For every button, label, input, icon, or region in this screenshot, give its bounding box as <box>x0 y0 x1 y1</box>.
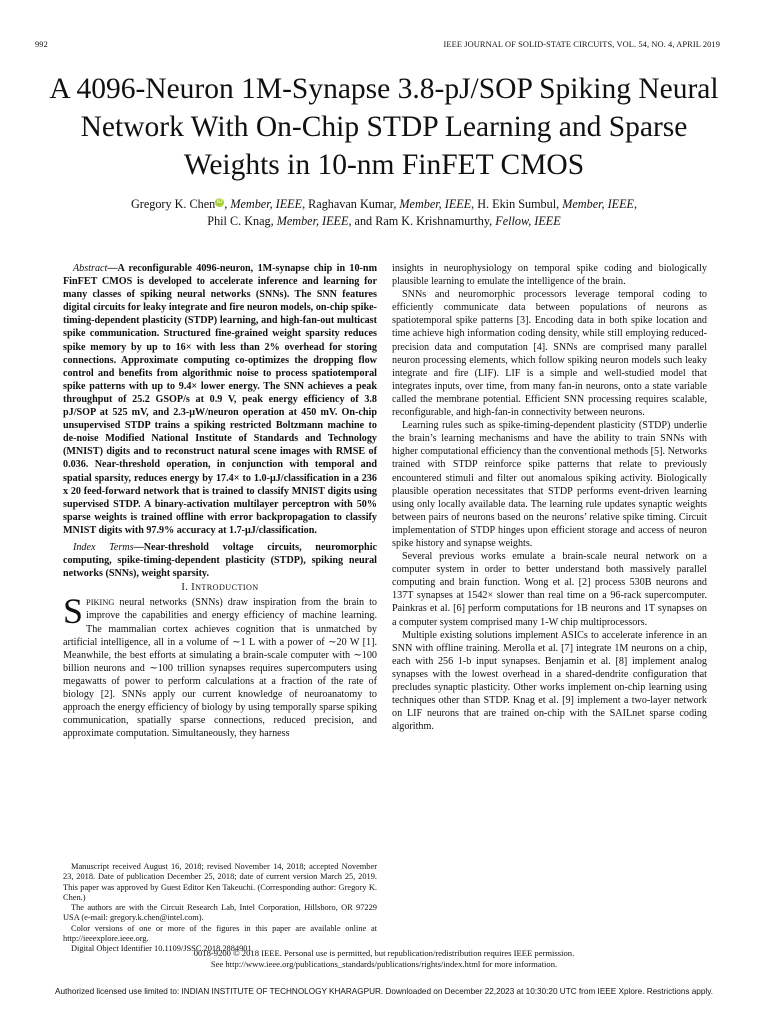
page-number: 992 <box>35 40 48 49</box>
abstract: Abstract—A reconfigurable 4096-neuron, 1M-synapse chip in 10-nm FinFET CMOS is developed to accelerate inference and learning for many classes of spiking neural networks (SNNs). The SNN features digital circuits for leaky integrate and fire neuron models, on-chip spike-timing-dependent plasticity (STDP) learning, and high-fan-out multicast spike communication. Structured fine-grained weight sparsity reduces spike memory by up to 16× with less than 2% overhead for storing connections. Approximate computing co-optimizes the dropping flow control and benefits from algorithmic noise to process spatiotemporal spike patterns with up to 9.4× lower energy. The SNN achieves a peak throughput of 25.2 GSOP/s at 0.9 V, peak energy efficiency of 3.8 pJ/SOP at 525 mV, and 2.3-μW/neuron operation at 450 mV. On-chip unsupervised STDP trains a spiking restricted Boltzmann machine to de-noise Modified National Institute of Standards and Technology (MNIST) digits and to reconstruct natural scene images with RMSE of 0.036. Near-threshold operation, in conjunction with temporal and spatial sparsity, reduces energy by 17.4× to 1.0-μJ/classification in a 236 x 20 feed-forward network that is trained to classify MNIST digits using supervised STDP. A binary-activation multilayer perceptron with 50% sparse weights is trained offline with error backpropagation to classify MNIST digits with 97.9% accuracy at 1.7-μJ/classification. <box>63 263 377 536</box>
author-role: Member, IEEE <box>276 214 349 228</box>
footnote-received: Manuscript received August 16, 2018; revised November 14, 2018; accepted November 23, 2018. Date of publication December 25, 2018; date of current version March 25, 2019. This paper was approved by Guest Editor Ken Takeuchi. (Corresponding author: Gregory K. Chen.) <box>63 862 377 902</box>
drop-cap: S <box>63 591 84 632</box>
author-name: Gregory K. Chen <box>130 197 216 211</box>
author-name: Raghavan Kumar <box>308 197 394 211</box>
license-notice: Authorized licensed use limited to: INDIAN INSTITUTE OF TECHNOLOGY KHARAGPUR. Downloaded on December 22,2023 at 10:30:20 UTC from IEEE Xplore. Restrictions apply. <box>55 987 713 996</box>
abstract-text: A reconfigurable 4096-neuron, 1M-synapse chip in 10-nm FinFET CMOS is developed to accelerate inference and learning for many classes of spiking neural networks (SNNs). The SNN features digital circuits for leaky integrate and fire neuron models, on-chip spike-timing-dependent plasticity (STDP) learning, and high-fan-out multicast spike communication. Structured fine-grained weight sparsity reduces spike memory by up to 16× with less than 2% overhead for storing connections. Approximate computing co-optimizes the dropping flow control and benefits from algorithmic noise to process spatiotemporal spike patterns with up to 9.4× lower energy. The SNN achieves a peak throughput of 25.2 GSOP/s at 0.9 V, peak energy efficiency of 3.8 pJ/SOP at 525 mV, and 2.3-μW/neuron operation at 450 mV. On-chip unsupervised STDP trains a spiking restricted Boltzmann machine to de-noise Modified National Institute of Standards and Technology (MNIST) digits and to reconstruct natural scene images with RMSE of 0.036. Near-threshold operation, in conjunction with temporal and spatial sparsity, reduces energy by 17.4× to 1.0-μJ/classification in a 236 x 20 feed-forward network that is trained to classify MNIST digits using supervised STDP. A binary-activation multilayer perceptron with 50% sparse weights is trained offline with error backpropagation to classify MNIST digits with 97.9% accuracy at 1.7-μJ/classification. <box>63 263 377 536</box>
author-role: Member, IEEE <box>230 197 303 211</box>
author-role: Fellow, IEEE <box>495 214 561 228</box>
body-paragraph: insights in neurophysiology on temporal spike coding and biologically plausible learning to emulate the intelligence of the brain. <box>392 263 707 288</box>
index-terms: Index Terms—Near-threshold voltage circuits, neuromorphic computing, spike-timing-dependent plasticity (STDP), spiking neural networks (SNNs), weight sparsity. <box>63 541 377 580</box>
author-role: Member, IEEE <box>399 197 472 211</box>
section-heading: I. INTRODUCTION <box>181 582 259 594</box>
body-paragraph: Learning rules such as spike-timing-dependent plasticity (STDP) underlie the brain’s learning mechanisms and have the ability to train SNNs with higher computational efficiency than the conventional methods [5]. Networks trained with STDP reinforce spike patterns that relate to previously encountered stimuli and filter out anomalous spiking activity. Biologically plausible operation necessitates that STDP performs event-driven learning using only locally available data. The learning rule updates synaptic weights between pairs of neurons based on the neurons’ relative spike timing. Circuit implementation of STDP hinges upon efficient storage and access of neuron spike history and synapse weights. <box>392 420 707 549</box>
paper-title: A 4096-Neuron 1M-Synapse 3.8-pJ/SOP Spiking Neural Network With On-Chip STDP Learning and Sparse Weights in 10-nm FinFET CMOS <box>49 73 719 181</box>
author-name: H. Ekin Sumbul <box>477 197 557 211</box>
author-name: Ram K. Krishnamurthy <box>375 214 490 228</box>
abstract-label: Abstract <box>73 263 108 274</box>
body-paragraph: SNNs and neuromorphic processors leverage temporal coding to efficiently communicate data between populations of neurons as spatiotemporal spike patterns [3]. Encoding data in both spike location and time achieve high information coding density, while still employing reduced-precision data and computation [4]. SNNs are comprised many parallel neuron processing elements, which follow spiking neuron models such leaky integrate and fire (LIF). LIF is a simple and well-studied model that integrates inputs, over time, from many fan-in neurons, onto a state variable called the membrane potential. Efficient SNN processing requires scalable, reconfigurable, and high-fan-in connectivity between neurons. <box>392 289 707 419</box>
author-line-2: Phil C. Knag, Member, IEEE, and Ram K. Krishnamurthy, Fellow, IEEE <box>207 214 561 228</box>
left-column <box>63 262 377 740</box>
copyright-notice <box>100 948 668 970</box>
author-role: Member, IEEE <box>562 197 634 211</box>
rights-link[interactable]: See http://www.ieee.org/publications_standards/publications/rights/index.html for more information. <box>210 959 558 969</box>
copyright-line: 0018-9200 © 2018 IEEE. Personal use is permitted, but republication/redistribution requires IEEE permission. <box>193 948 575 958</box>
footnote-color: Color versions of one or more of the figures in this paper are available online at http://ieeexplore.ieee.org. <box>63 923 377 944</box>
body-paragraph: Several previous works emulate a brain-scale neural network on a computer system in order to better understand both massively parallel computing and brain function. Wong et al. [2] process 530B neurons and 137T synapses at 1542× slower than real time on a 96-rack supercomputer. Painkras et al. [6] perform computations for 1B neurons and 1T synapses on a computer system comprised many 1-W chip multiprocessors. <box>392 551 707 628</box>
right-column <box>392 262 707 733</box>
footnote-affiliation: The authors are with the Circuit Research Lab, Intel Corporation, Hillsboro, OR 97229 USA (e-mail: gregory.k.chen@intel.com). <box>63 903 377 923</box>
index-terms-label: Index Terms <box>73 541 134 553</box>
body-paragraph: Multiple existing solutions implement ASICs to accelerate inference in an SNN with offline training. Merolla et al. [7] integrate 1M neurons on a chip, each with 256 1-b input synapses. Benjamin et al. [8] implement analog synapses with the lowest overhead in a shared-dendrite configuration that precludes synaptic plasticity. Other works implement on-chip learning using techniques other than STDP. Knag et al. [9] implement a two-layer network on LIF neurons that are trained on-chip with the SAILnet sparse coding algorithm. <box>392 629 707 733</box>
author-line-1: Gregory K. Chen iD , Member, IEEE, Raghavan Kumar, Member, IEEE, H. Ekin Sumbul, Member, IEEE, <box>130 197 638 211</box>
journal-running-header: IEEE JOURNAL OF SOLID-STATE CIRCUITS, VOL. 54, NO. 4, APRIL 2019 <box>443 40 720 49</box>
author-list <box>40 196 728 230</box>
footnote-doi: Digital Object Identifier 10.1109/JSSC.2018.2884901 <box>71 944 252 954</box>
author-name: Phil C. Knag <box>207 214 271 228</box>
intro-paragraph: SPIKING neural networks (SNNs) draw inspiration from the brain to improve the capabilities and energy efficiency of machine learning. The mammalian cortex achieves cognition that is unmatched by artificial intelligence, all in a volume of ∼1 L with a power of ∼20 W [1]. Meanwhile, the best efforts at simulating a brain-scale computer with ∼100 billion neurons and ∼100 trillion synapses requires supercomputers using megawatts of power to perform calculations at a fraction of the rate of biology [2]. SNNs apply our current knowledge of neuroanatomy to approach the energy efficiency of biology by using temporally sparse spiking communication, spatially sparse connections, reduced precision, and approximate computation. Simultaneously, they harness <box>63 591 377 740</box>
orcid-icon[interactable]: iD <box>216 198 223 205</box>
footnotes <box>63 862 377 955</box>
index-terms-text: Near-threshold voltage circuits, neuromorphic computing, spike-timing-dependent plasticity (STDP), spiking neural networks (SNNs), weight sparsity. <box>63 541 377 580</box>
